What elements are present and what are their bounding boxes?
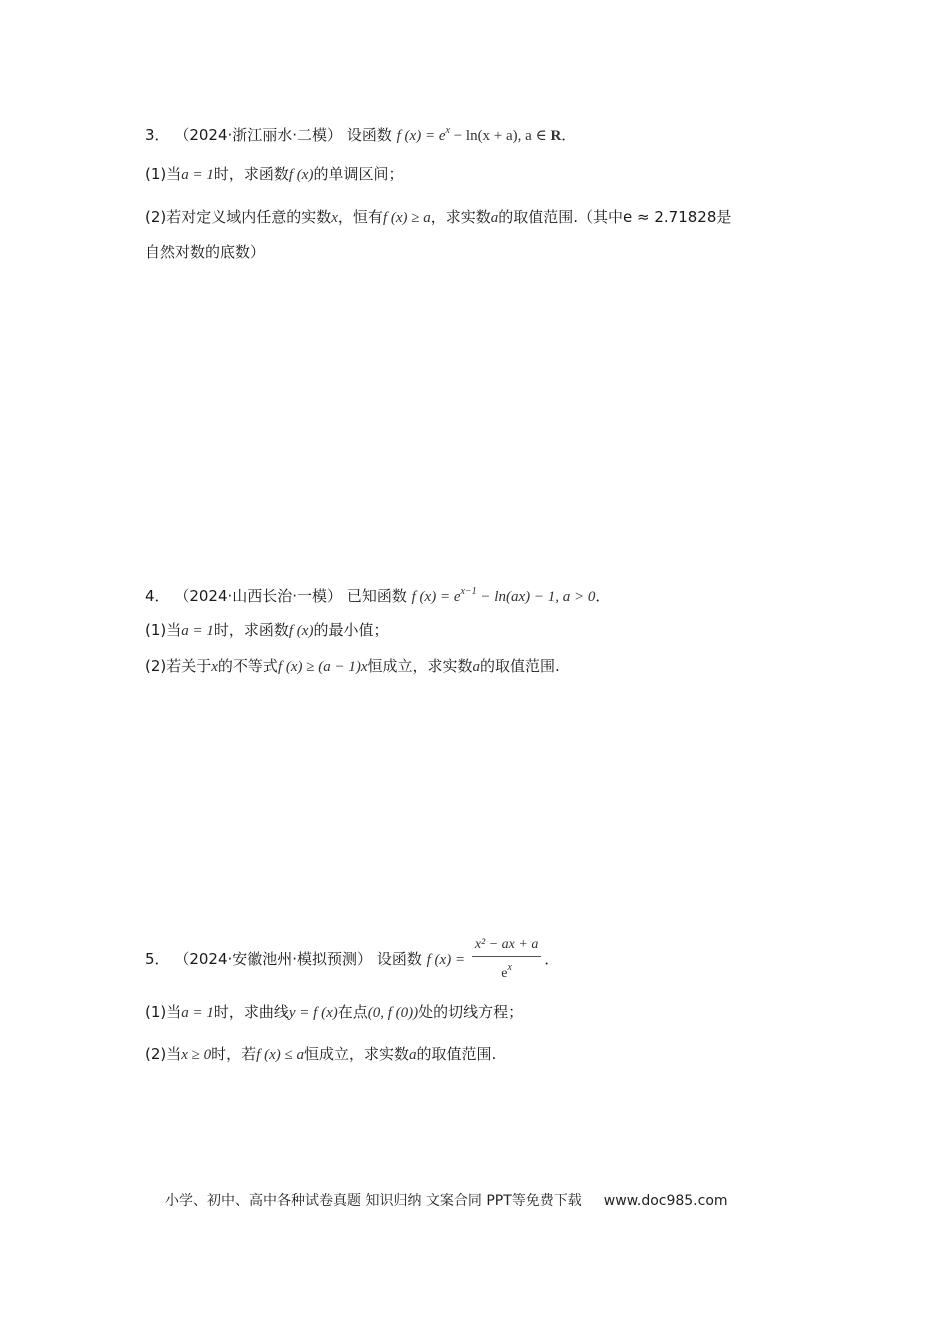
- q4-p1-label: (1)当: [145, 621, 182, 639]
- q4-p2-a: a: [472, 659, 481, 675]
- q4-p1-cond: a = 1: [181, 623, 214, 639]
- q5-source: （2024·安徽池州·模拟预测）: [174, 950, 373, 968]
- q3-stem: [145, 120, 576, 147]
- q3-p2-end: 的取值范围.（其中e ≈ 2.71828是: [498, 208, 732, 226]
- q3-p2-ineq: f (x) ≥ a: [382, 210, 431, 226]
- q4-source: （2024·山西长治·一模）: [174, 587, 343, 605]
- q4-p1-fx: f (x): [288, 623, 314, 639]
- q4-p2-x: x: [211, 659, 218, 675]
- q3-part2-line2: 自然对数的底数）: [145, 243, 266, 261]
- q5-p2-end: 的取值范围.: [416, 1045, 497, 1063]
- q3-func: f (x) = e: [396, 128, 446, 144]
- q3-end: ．: [561, 126, 577, 144]
- q3-part1: [145, 163, 403, 186]
- q5-p1-point: (0, f (0)): [367, 1005, 419, 1021]
- q3-intro: 设函数: [346, 126, 392, 144]
- q5-part2: [145, 1043, 496, 1066]
- q4-stem: [145, 581, 610, 608]
- q5-p1-end: 处的切线方程；: [418, 1003, 524, 1021]
- q5-den-exp: x: [507, 962, 512, 973]
- q3-p2-mid2: ，求实数: [430, 208, 491, 226]
- q3-number: 3．: [145, 126, 170, 144]
- q3-part2: [145, 206, 731, 229]
- q4-p2-mid: 的不等式: [217, 657, 278, 675]
- q4-func-rest: − ln(ax) − 1, a > 0: [476, 589, 596, 605]
- q5-p2-cond: x ≥ 0: [181, 1047, 212, 1063]
- q5-p2-a: a: [408, 1047, 417, 1063]
- q5-intro: 设函数: [376, 950, 422, 968]
- q3-func-rest: − ln(x + a), a ∈: [449, 128, 551, 144]
- q5-fraction: [472, 936, 542, 983]
- q3-p1-mid: 时，求函数: [213, 165, 289, 183]
- q5-part1: [145, 1001, 523, 1024]
- q3-p2-label: (2)若对定义域内任意的实数: [145, 208, 332, 226]
- q3-p1-fx: f (x): [288, 167, 314, 183]
- q3-exp: x: [445, 125, 450, 136]
- q4-p2-label: (2)若关于: [145, 657, 212, 675]
- q3-source: （2024·浙江丽水·二模）: [174, 126, 343, 144]
- q5-numerator: x² − ax + a: [474, 937, 539, 952]
- q3-p1-label: (1)当: [145, 165, 182, 183]
- q4-intro: 已知函数: [346, 587, 407, 605]
- q4-part1: [145, 619, 388, 642]
- q4-func: f (x) = e: [411, 589, 461, 605]
- q3-p1-cond: a = 1: [181, 167, 214, 183]
- page-footer: [165, 1190, 728, 1210]
- q5-p1-label: (1)当: [145, 1003, 182, 1021]
- q5-den-base: e: [501, 966, 508, 981]
- q5-end: ．: [544, 950, 560, 968]
- q4-p2-ineq: f (x) ≥ (a − 1)x: [277, 659, 368, 675]
- q4-p1-end: 的最小值；: [313, 621, 389, 639]
- q4-end: ．: [595, 587, 611, 605]
- q4-p1-mid: 时，求函数: [213, 621, 289, 639]
- q4-p2-end: 的取值范围.: [480, 657, 560, 675]
- q3-p2-x: x: [331, 210, 338, 226]
- q3-p2-mid: ，恒有: [337, 208, 383, 226]
- q5-stem: [145, 936, 559, 983]
- q5-p1-mid: 时，求曲线: [213, 1003, 289, 1021]
- footer-url[interactable]: www.doc985.com: [603, 1193, 728, 1209]
- q5-p1-cond: a = 1: [181, 1005, 214, 1021]
- q5-func: f (x) =: [426, 952, 469, 968]
- q5-p1-curve: y = f (x): [288, 1005, 338, 1021]
- q5-number: 5．: [145, 950, 170, 968]
- q3-p1-end: 的单调区间；: [313, 165, 404, 183]
- q4-p2-mid2: 恒成立，求实数: [367, 657, 473, 675]
- q3-set: R: [550, 128, 562, 144]
- q5-p2-mid2: 恒成立，求实数: [303, 1045, 409, 1063]
- footer-text: 小学、初中、高中各种试卷真题 知识归纳 文案合同 PPT等免费下载: [165, 1193, 582, 1209]
- q4-number: 4．: [145, 587, 170, 605]
- q3-p2-a: a: [490, 210, 499, 226]
- q5-denominator: [501, 957, 512, 983]
- q5-p2-mid: 时，若: [211, 1045, 257, 1063]
- q4-exp: x−1: [460, 586, 477, 597]
- q5-p2-label: (2)当: [145, 1045, 182, 1063]
- q5-p2-ineq: f (x) ≤ a: [256, 1047, 304, 1063]
- q5-p1-mid2: 在点: [337, 1003, 368, 1021]
- q4-part2: [145, 655, 560, 678]
